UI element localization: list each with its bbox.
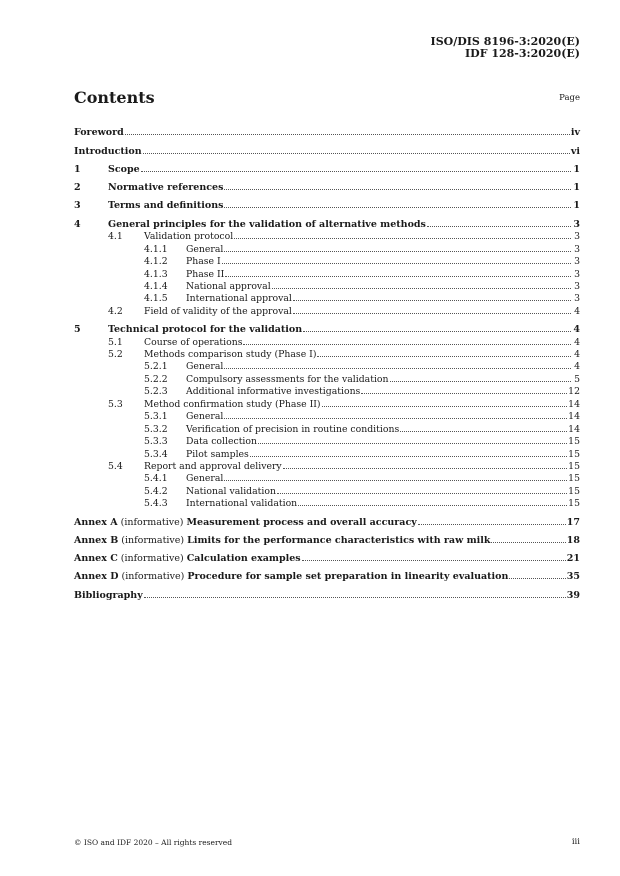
dot-leader [427,226,571,227]
toc-entry-page: 3 [574,268,580,280]
annex-label: Annex C [74,553,118,565]
toc-entry-title: General [186,243,224,255]
toc-entry-page: 3 [574,280,580,292]
table-of-contents [74,120,580,601]
toc-entry-number: 3 [74,200,81,212]
dot-leader [125,134,570,135]
dot-leader [283,468,567,469]
toc-entry-number: 5.2.1 [144,361,168,373]
toc-entry-page: 3 [574,293,580,305]
toc-entry-page: 1 [573,163,580,175]
toc-entry-page: 4 [574,361,580,373]
toc-entry-title: General [186,361,224,373]
toc-entry-number: 5.1 [108,336,123,348]
page-number: iii [571,837,580,847]
toc-entry-number: 5.2.3 [144,386,168,398]
toc-entry[interactable] [74,410,580,422]
toc-entry-page: 4 [573,324,580,336]
dot-leader [298,505,567,506]
toc-entry-number: 5.2.2 [144,373,168,385]
page-column-label: Page [559,93,580,103]
toc-entry-page: 15 [568,498,580,510]
toc-entry[interactable] [74,360,580,372]
toc-entry-title: Data collection [186,436,257,448]
toc-entry[interactable] [74,304,580,316]
dot-leader [222,263,571,264]
dot-leader [303,331,571,332]
dot-leader [302,560,566,561]
toc-entry-number: 4.1.5 [144,293,168,305]
toc-entry-title: Normative references [108,182,224,194]
toc-entry-title: Bibliography [74,589,143,601]
dot-leader [258,443,567,444]
toc-entry[interactable] [74,175,580,193]
toc-entry-title: Method confirmation study (Phase II) [144,398,321,410]
toc-entry[interactable] [74,435,580,447]
standard-id-idf: IDF 128-3:2020(E) [465,47,580,60]
toc-entry[interactable] [74,372,580,384]
toc-entry-page: vi [570,145,580,157]
toc-entry-page: 15 [568,485,580,497]
toc-entry[interactable] [74,582,580,600]
toc-entry[interactable] [74,335,580,347]
annex-title: Procedure for sample set preparation in linearity evaluation [187,571,509,583]
toc-entry-title: Introduction [74,145,142,157]
dot-leader [322,406,568,407]
toc-entry-title: Compulsory assessments for the validation [186,373,389,385]
toc-entry-title: Phase II [186,268,225,280]
toc-entry[interactable] [74,255,580,267]
toc-entry-title [74,535,490,546]
toc-entry[interactable] [74,484,580,496]
toc-entry-number: 5.3.3 [144,436,168,448]
toc-entry-number: 5.2 [108,349,123,361]
toc-entry-page: 17 [566,516,580,528]
toc-entry-number: 5.3.4 [144,448,168,460]
annex-label: Annex B [74,534,119,546]
toc-entry-page: 12 [568,386,580,398]
toc-entry[interactable] [74,230,580,242]
annex-type: (informative) [121,534,185,546]
toc-entry-title: General principles for the validation of alternative methods [108,218,426,230]
toc-entry-title: General [186,411,224,423]
toc-entry-title: National validation [186,485,276,497]
dot-leader [224,189,571,190]
toc-entry-page: 15 [568,460,580,472]
standard-id-iso: ISO/DIS 8196-3:2020(E) [430,35,580,48]
toc-entry-title: International approval [186,293,292,305]
dot-leader [224,207,571,208]
toc-entry-page: 14 [568,411,580,423]
toc-entry[interactable] [74,497,580,509]
toc-entry[interactable] [74,120,580,138]
toc-entry[interactable] [74,211,580,229]
toc-entry-title: Verification of precision in routine conditions [186,423,400,435]
toc-entry[interactable] [74,292,580,304]
toc-entry-title: Scope [108,163,140,175]
dot-leader [243,344,571,345]
dot-leader [293,313,571,314]
annex-type: (informative) [120,553,184,565]
dot-leader [224,251,571,252]
toc-entry[interactable] [74,422,580,434]
annex-label: Annex D [74,571,119,583]
toc-entry-page: iv [570,127,580,139]
toc-entry-number: 4.1.1 [144,243,168,255]
toc-entry-number: 4.1.4 [144,280,168,292]
toc-entry[interactable] [74,157,580,175]
toc-entry-page: 21 [566,553,580,565]
toc-entry-page: 4 [574,349,580,361]
toc-entry-title: Field of validity of the approval [144,305,292,317]
toc-annex-entry[interactable] [74,564,580,582]
toc-entry-title: Validation protocol [144,231,234,243]
toc-entry-number: 5.3.2 [144,423,168,435]
dot-leader [250,456,567,457]
toc-annex-entry[interactable] [74,528,580,546]
toc-entry[interactable] [74,385,580,397]
toc-entry-title: General [186,473,224,485]
toc-entry-number: 5.4.3 [144,498,168,510]
toc-entry-number: 5.4.1 [144,473,168,485]
annex-title: Measurement process and overall accuracy [186,516,417,528]
toc-entry-page: 3 [574,256,580,268]
dot-leader [400,431,567,432]
toc-entry[interactable] [74,138,580,156]
annex-type: (informative) [121,571,185,583]
toc-entry-page: 3 [574,231,580,243]
toc-entry-number: 4 [74,218,81,230]
dot-leader [509,578,565,579]
dot-leader [141,171,571,172]
dot-leader [224,480,567,481]
toc-entry-number: 5.4.2 [144,485,168,497]
toc-entry-title: Course of operations [144,336,243,348]
toc-entry-title [74,517,417,528]
toc-entry-page: 4 [574,305,580,317]
contents-heading: Contents [74,88,155,107]
toc-entry-number: 4.2 [108,305,123,317]
annex-title: Limits for the performance characteristics with raw milk [187,534,491,546]
toc-entry-page: 15 [568,436,580,448]
toc-entry-number: 5.4 [108,460,123,472]
toc-entry-number: 5.3.1 [144,411,168,423]
toc-entry-title [74,571,508,582]
toc-annex-entry[interactable] [74,546,580,564]
toc-entry-title: Foreword [74,127,124,139]
toc-entry-page: 14 [568,423,580,435]
toc-entry[interactable] [74,193,580,211]
copyright-notice: © ISO and IDF 2020 – All rights reserved [74,838,233,847]
toc-entry-title: Report and approval delivery [144,460,282,472]
dot-leader [234,238,571,239]
toc-entry-title: Terms and definitions [108,200,224,212]
dot-leader [390,381,571,382]
annex-type: (informative) [120,516,184,528]
dot-leader [317,356,571,357]
dot-leader [225,276,571,277]
toc-entry-page: 3 [573,218,580,230]
toc-entry-number: 5.3 [108,398,123,410]
toc-entry-page: 35 [566,571,580,583]
dot-leader [361,393,567,394]
toc-entry-title: International validation [186,498,298,510]
toc-entry[interactable] [74,397,580,409]
toc-entry-page: 18 [566,534,580,546]
toc-entry[interactable] [74,472,580,484]
toc-entry-title: Methods comparison study (Phase I) [144,349,317,361]
toc-entry-page: 1 [573,182,580,194]
toc-entry[interactable] [74,460,580,472]
toc-entry-number: 1 [74,163,81,175]
toc-entry-number: 4.1.3 [144,268,168,280]
toc-entry-title: Phase I [186,256,221,268]
toc-entry-page: 15 [568,473,580,485]
toc-entry-title: Additional informative investigations [186,386,361,398]
toc-entry-page: 15 [568,448,580,460]
toc-entry-title: Pilot samples [186,448,249,460]
dot-leader [224,418,567,419]
toc-entry-number: 4.1.2 [144,256,168,268]
toc-entry[interactable] [74,317,580,335]
toc-entry[interactable] [74,267,580,279]
dot-leader [144,597,566,598]
toc-entry-title: Technical protocol for the validation [108,324,303,336]
toc-entry-page: 39 [566,589,580,601]
toc-entry-title: National approval [186,280,271,292]
toc-entry-page: 14 [568,398,580,410]
dot-leader [293,300,571,301]
toc-entry-page: 3 [574,243,580,255]
toc-entry-number: 5 [74,324,81,336]
annex-title: Calculation examples [186,553,301,565]
toc-entry-number: 4.1 [108,231,123,243]
toc-entry[interactable] [74,280,580,292]
toc-annex-entry[interactable] [74,509,580,527]
toc-entry[interactable] [74,348,580,360]
dot-leader [277,493,567,494]
dot-leader [418,524,566,525]
toc-entry[interactable] [74,242,580,254]
toc-entry[interactable] [74,447,580,459]
dot-leader [491,542,565,543]
toc-entry-page: 5 [574,373,580,385]
toc-entry-page: 1 [573,200,580,212]
toc-entry-number: 2 [74,182,81,194]
dot-leader [143,153,570,154]
toc-entry-title [74,553,301,564]
document-header [431,36,580,60]
dot-leader [224,368,571,369]
toc-entry-page: 4 [574,336,580,348]
annex-label: Annex A [74,516,118,528]
dot-leader [272,288,571,289]
